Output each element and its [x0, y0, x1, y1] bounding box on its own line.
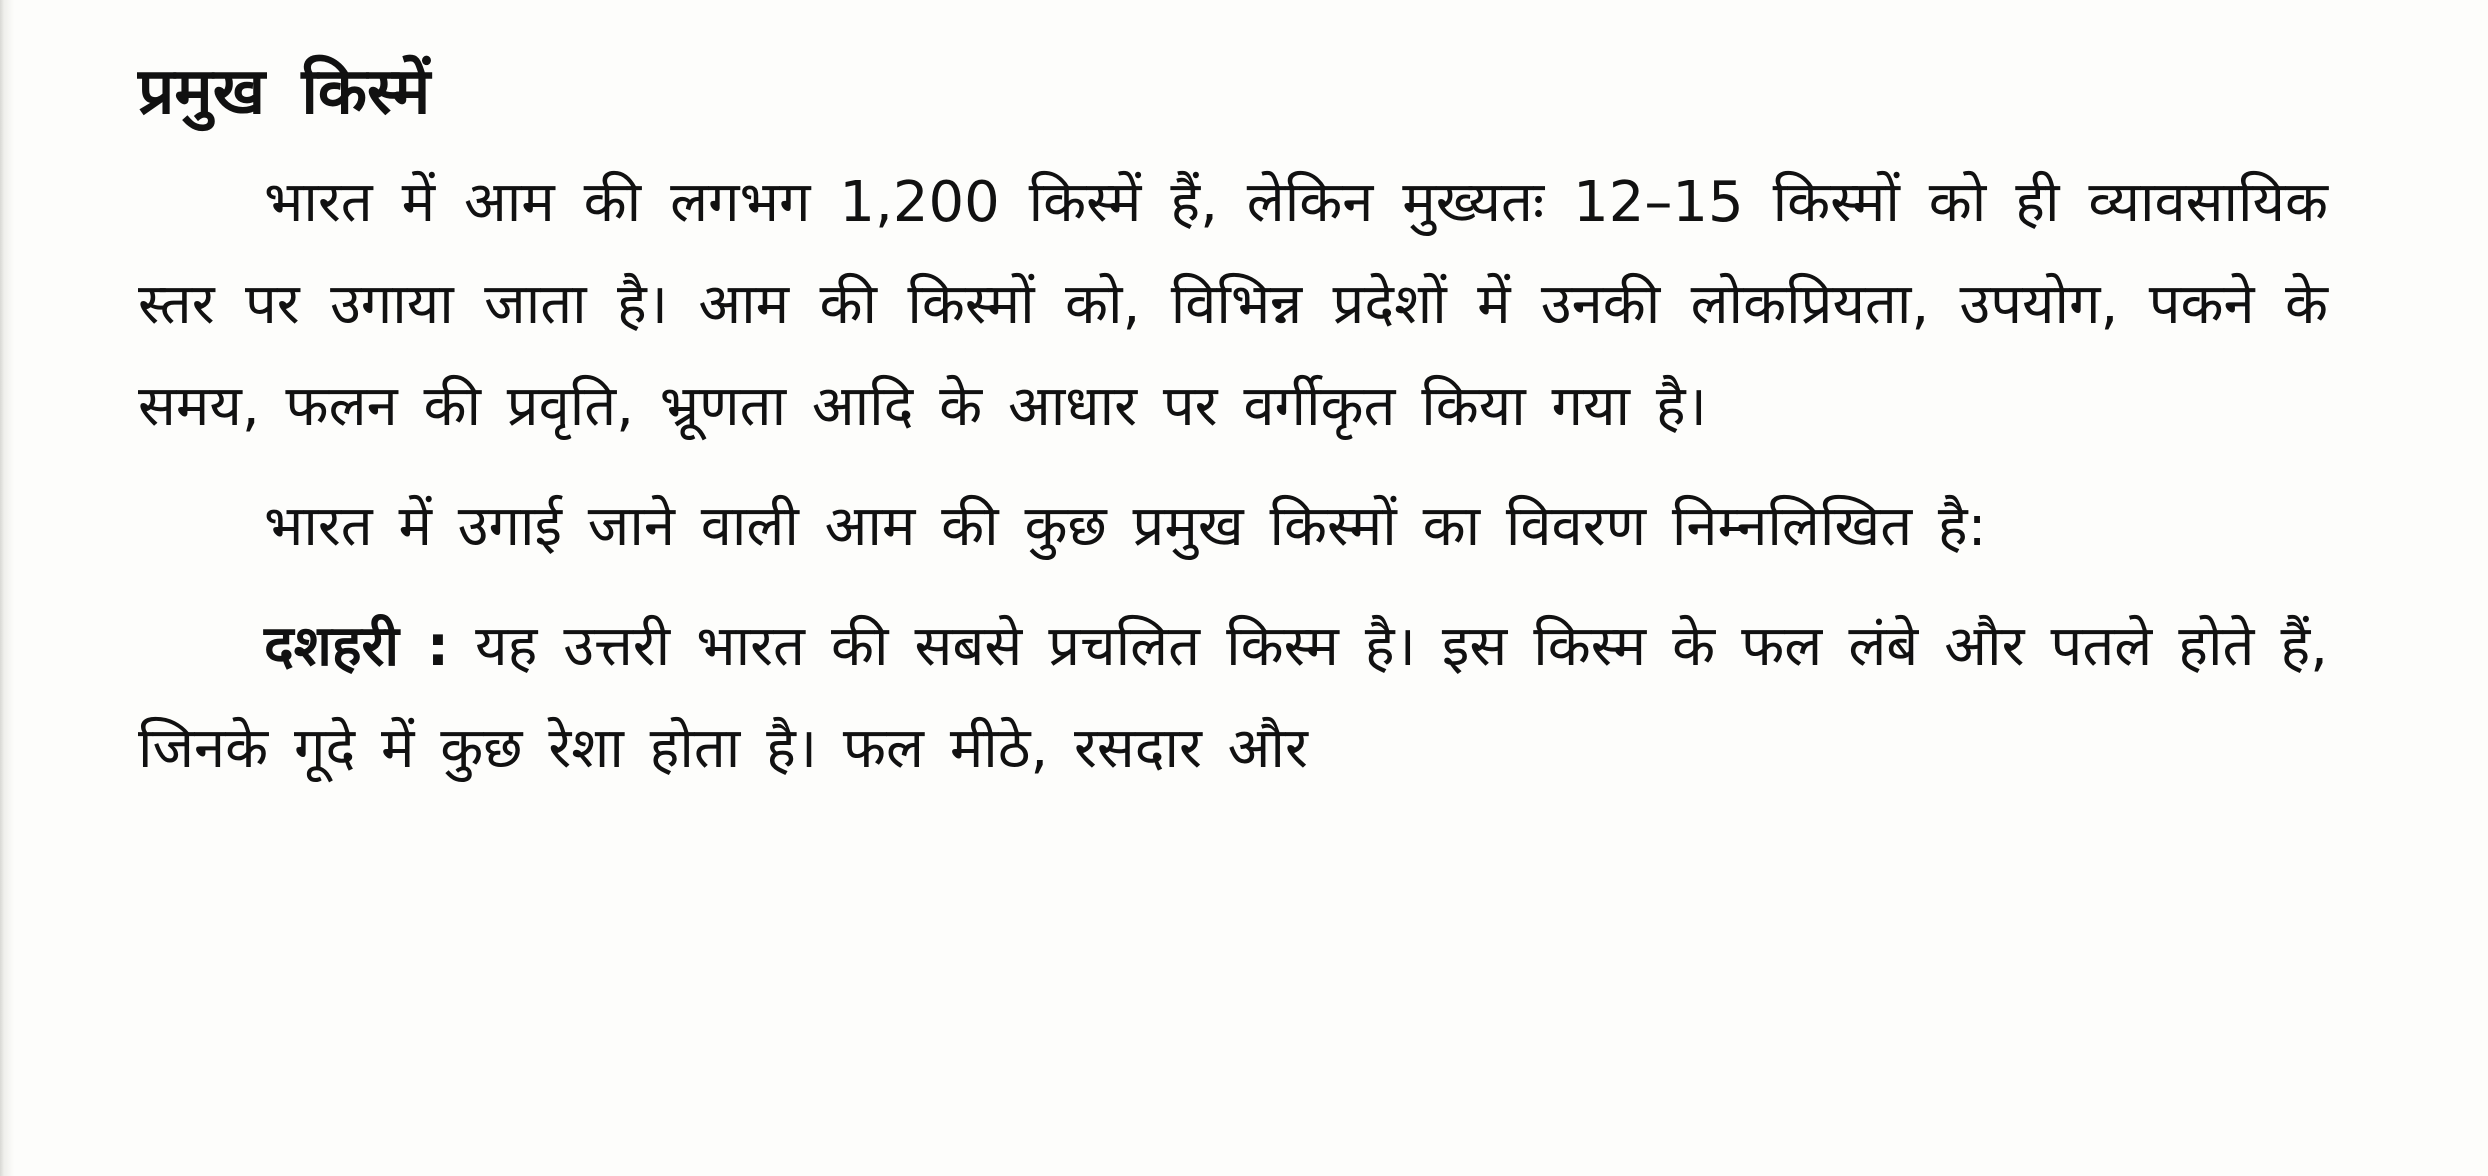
section-heading: प्रमुख किस्में: [138, 55, 431, 129]
variety-description: यह उत्तरी भारत की सबसे प्रचलित किस्म है। इस किस्म के फल लंबे और पतले होते हैं, जिनके गूदे में कुछ रेशा होता है। फल मीठे, रसदार और: [138, 613, 2328, 781]
page-edge: [0, 0, 14, 1176]
paragraph-dashehari: [138, 596, 2328, 800]
paragraph-varieties-intro: भारत में आम की लगभग 1,200 किस्में हैं, लेकिन मुख्यतः 12–15 किस्मों को ही व्यावसायिक स्तर पर उगाया जाता है। आम की किस्मों को, विभिन्न प्रदेशों में उनकी लोकप्रियता, उपयोग, पकने के समय, फलन की प्रवृति, भ्रूणता आदि के आधार पर वर्गीकृत किया गया है।: [138, 169, 2328, 439]
document-body: [138, 48, 2328, 818]
paragraph-varieties-list-intro: भारत में उगाई जाने वाली आम की कुछ प्रमुख किस्मों का विवरण निम्नलिखित है:: [264, 493, 1987, 559]
variety-term: दशहरी :: [264, 613, 450, 679]
